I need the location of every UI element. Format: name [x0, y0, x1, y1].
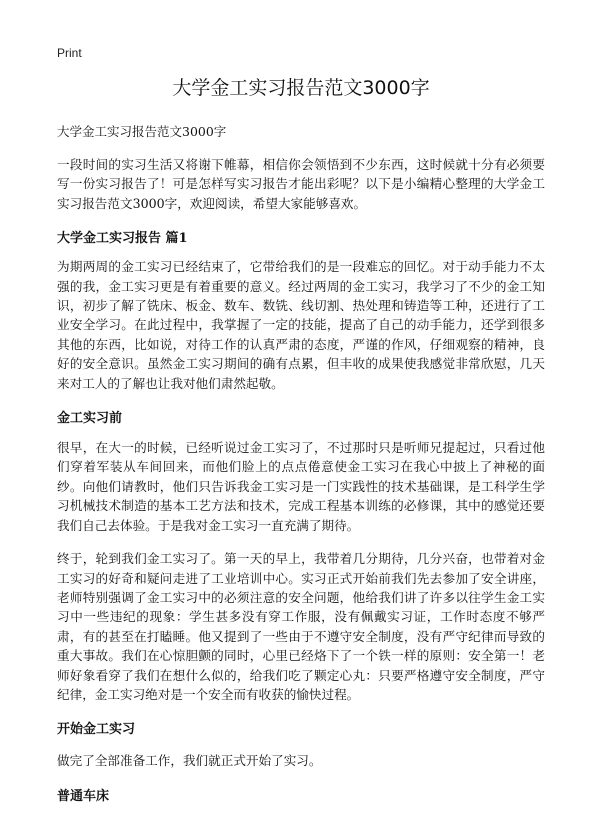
print-link[interactable]: Print [57, 46, 82, 60]
section-2-paragraph-1: 很早，在大一的时候，已经听说过金工实习了，不过那时只是听师兄提起过，只看过他们穿着军装从车间回来，而他们脸上的点点倦意使金工实习在我心中披上了神秘的面纱。向他们请教时，他们只告诉我金工实习是一门实践性的技术基础课，是工科学生学习机械技术制造的基本工艺方法和技术，完成工程基本训练的必修课，其中的感觉还要我们自己去体验。于是我对金工实习一直充满了期待。 [57, 440, 545, 533]
section-heading-1: 大学金工实习报告 篇1 [57, 231, 188, 247]
section-1-paragraph-1: 为期两周的金工实习已经结束了，它带给我们的是一段难忘的回忆。对于动手能力不太强的我，金工实习更是有着重要的意义。经过两周的金工实习，我学习了不少的金工知识，初步了解了铣床、板金、数车、数铣、线切割、热处理和铸造等工种，还进行了工业安全学习。在此过程中，我掌握了一定的技能，提高了自己的动手能力，还学到很多其他的东西，比如说，对待工作的认真严肃的态度，严谨的作风，仔细观察的精神，良好的安全意识。虽然金工实习期间的确有点累，但丰收的成果使我感觉非常欣慰，几天来对工人的了解也让我对他们肃然起敬。 [57, 259, 545, 391]
subtitle: 大学金工实习报告范文3000字 [57, 124, 227, 139]
page-title: 大学金工实习报告范文3000字 [172, 77, 430, 99]
section-heading-4: 普通车床 [57, 788, 110, 804]
section-3-paragraph-1: 做完了全部准备工作，我们就正式开始了实习。 [57, 753, 322, 769]
section-heading-3: 开始金工实习 [57, 722, 136, 738]
article [57, 74, 545, 807]
section-heading-2: 金工实习前 [57, 411, 123, 427]
section-2-paragraph-2: 终于，轮到我们金工实习了。第一天的早上，我带着几分期待，几分兴奋，也带着对金工实习的好奇和疑问走进了工业培训中心。实习正式开始前我们先去参加了安全讲座，老师特别强调了金工实习中的必须注意的安全问题，他给我们讲了许多以往学生金工实习中一些违纪的现象：学生甚多没有穿工作服，没有佩戴实习证，工作时态度不够严肃，有的甚至在打瞌睡。他又提到了一些由于不遵守安全制度，没有严守纪律而导致的重大事故。我们在心惊胆颤的同时，心里已经烙下了一个铁一样的原则：安全第一！老师好象看穿了我们在想什么似的，给我们吃了颗定心丸：只要严格遵守安全制度，严守纪律，金工实习绝对是一个安全而有收获的愉快过程。 [57, 551, 545, 702]
intro-paragraph: 一段时间的实习生活又将谢下帷幕，相信你会领悟到不少东西，这时候就十分有必须要写一份实习报告了！可是怎样写实习报告才能出彩呢？以下是小编精心整理的大学金工实习报告范文3000字，欢迎阅读，希望大家能够喜欢。 [57, 157, 545, 211]
